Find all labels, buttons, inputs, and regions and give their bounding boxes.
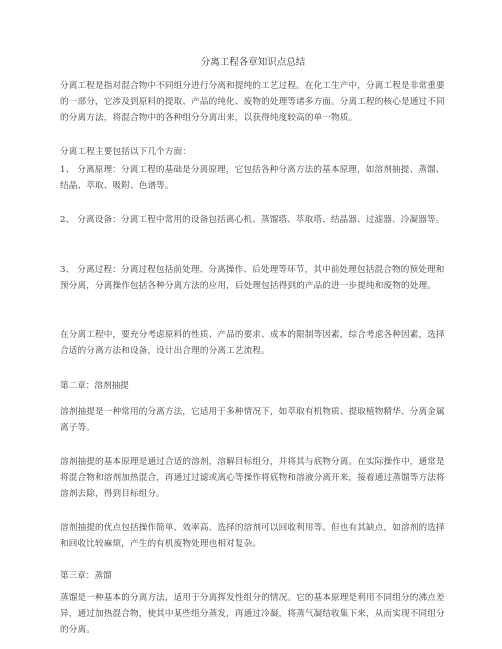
chapter-2-paragraph-3: 溶剂抽提的优点包括操作简单、效率高、选择的溶剂可以回收利用等。但也有其缺点，如溶剂的选择和回收比较麻烦，产生的有机废物处理也相对复杂。 bbox=[60, 523, 445, 549]
summary-paragraph: 在分离工程中，要充分考虑原料的性质、产品的要求、成本的限制等因素，综合考虑各种因素，选择合适的分离方法和设备，设计出合理的分离工艺流程。 bbox=[60, 330, 445, 356]
chapter-2-paragraph-2: 溶剂抽提的基本原理是通过合适的溶剂，溶解目标组分，并将其与底物分离。在实际操作中，通常是将混合物和溶剂加热混合，再通过过滤或离心等操作将底物和溶液分离开来，接着通过蒸馏等方法将溶剂去除，得到目标组分。 bbox=[60, 457, 445, 499]
chapter-2-paragraph-1: 溶剂抽提是一种常用的分离方法，它适用于多种情况下，如萃取有机物质、提取植物精华、分离金属离子等。 bbox=[60, 407, 445, 433]
chapter-2-heading: 第二章：溶剂抽提 bbox=[60, 381, 129, 391]
chapter-3-heading: 第三章：蒸馏 bbox=[60, 571, 112, 581]
aspects-lead-paragraph: 分离工程主要包括以下几个方面： bbox=[60, 147, 192, 157]
document-title: 分离工程各章知识点总结 bbox=[200, 57, 306, 68]
aspect-equipment-paragraph: 2、 分离设备：分离工程中常用的设备包括离心机、蒸馏塔、萃取塔、结晶器、过滤器、冷凝器等。 bbox=[60, 215, 445, 225]
intro-paragraph: 分离工程是指对混合物中不同组分进行分离和提纯的工艺过程。在化工生产中，分离工程是非常重要的一部分，它涉及到原料的提取、产品的纯化、废物的处理等诸多方面。分离工程的核心是通过不同的分离方法，将混合物中的各种组分分离出来，以获得纯度较高的单一物质。 bbox=[60, 81, 445, 123]
aspect-process-paragraph: 3、 分离过程：分离过程包括前处理、分离操作、后处理等环节，其中前处理包括混合物的预处理和预分离，分离操作包括各种分离方法的应用，后处理包括得到的产品的进一步提纯和废物的处理。 bbox=[60, 265, 445, 291]
aspect-principle-paragraph: 1、 分离原理：分离工程的基础是分离原理，它包括各种分离方法的基本原理，如溶剂抽提、蒸馏、结晶、萃取、吸附、色谱等。 bbox=[60, 165, 445, 191]
chapter-3-paragraph-1: 蒸馏是一种基本的分离方法，适用于分离挥发性组分的情况。它的基本原理是利用不同组分的沸点差异，通过加热混合物，使其中某些组分蒸发，再通过冷凝，将蒸气凝结收集下来，从而实现不同组分的分离。 bbox=[60, 593, 445, 635]
